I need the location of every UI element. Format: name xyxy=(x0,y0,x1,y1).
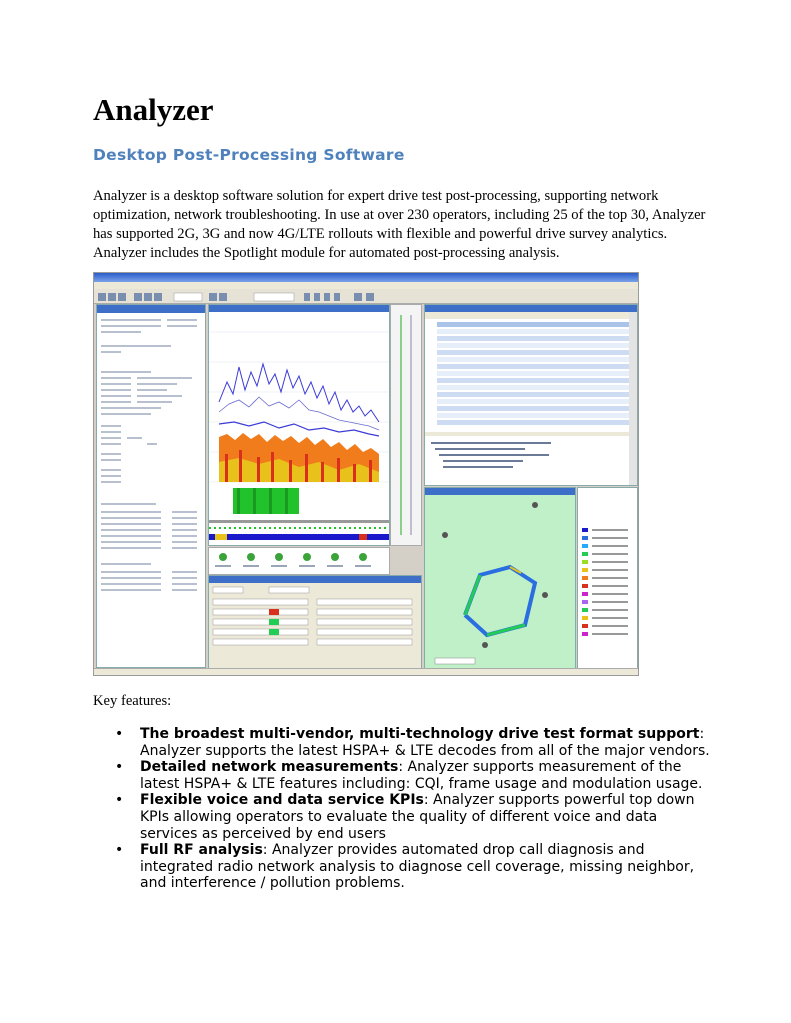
feature-description: : Analyzer supports the latest HSPA+ & LTE decodes from all of the major vendors. xyxy=(140,726,710,759)
feature-title: Flexible voice and data service KPIs xyxy=(140,792,424,809)
feature-title: Full RF analysis xyxy=(140,842,263,859)
toolbar-icons xyxy=(94,290,638,304)
screenshot-left-panel xyxy=(96,304,206,668)
map-legend-graphic xyxy=(578,488,637,668)
feature-list xyxy=(93,726,713,892)
feature-item xyxy=(93,759,713,792)
screenshot-icon-strip xyxy=(208,547,390,575)
feature-item xyxy=(93,792,713,842)
feature-item xyxy=(93,726,713,759)
feature-title: The broadest multi-vendor, multi-technology drive test format support xyxy=(140,726,700,742)
page-title: Analyzer xyxy=(93,92,214,127)
side-strip-graphic xyxy=(391,305,421,545)
feature-description: : Analyzer supports powerful top down KPIs allowing operators to evaluate the quality of different voice and data services as perceived by end users xyxy=(140,792,695,842)
bullet-icon: • xyxy=(115,759,124,776)
left-panel-rows xyxy=(97,313,205,663)
message-table-graphic xyxy=(425,312,637,485)
feature-description: : Analyzer provides automated drop call diagnosis and integrated radio network analysis to diagnose cell coverage, missing neighbor, and interference / pollution problems. xyxy=(140,842,695,892)
icon-strip-graphic xyxy=(209,548,389,574)
screenshot-signal-chart xyxy=(208,304,390,546)
feature-description: : Analyzer supports measurement of the latest HSPA+ & LTE features including: CQI, frame usage and modulation usage. xyxy=(140,759,703,792)
analyzer-screenshot xyxy=(93,272,639,676)
screenshot-bottom-panel xyxy=(208,575,422,669)
bottom-panel-graphic xyxy=(209,583,421,668)
bullet-icon: • xyxy=(115,842,124,859)
feature-title: Detailed network measurements xyxy=(140,759,399,776)
signal-chart-graphic xyxy=(209,312,389,545)
bullet-icon: • xyxy=(115,792,124,809)
screenshot-route-map xyxy=(424,487,576,669)
intro-paragraph: Analyzer is a desktop software solution for expert drive test post-processing, supporting network optimization, network troubleshooting. In use at over 230 operators, including 25 of the top 30, Analyzer has supported 2G, 3G and now 4G/LTE rollouts with flexible and powerful drive survey analytics. Analyzer includes the Spotlight module for automated post-processing analysis. xyxy=(93,188,706,261)
route-map-graphic xyxy=(425,495,575,668)
page-subtitle: Desktop Post-Processing Software xyxy=(93,146,405,164)
screenshot-side-strip xyxy=(390,304,422,546)
screenshot-map-legend xyxy=(577,487,638,669)
screenshot-message-table xyxy=(424,304,638,486)
key-features-label: Key features: xyxy=(93,693,172,709)
screenshot-titlebar xyxy=(94,273,638,282)
screenshot-statusbar xyxy=(94,668,638,676)
bullet-icon: • xyxy=(115,726,124,742)
screenshot-toolbar xyxy=(94,289,638,304)
feature-item xyxy=(93,842,713,892)
